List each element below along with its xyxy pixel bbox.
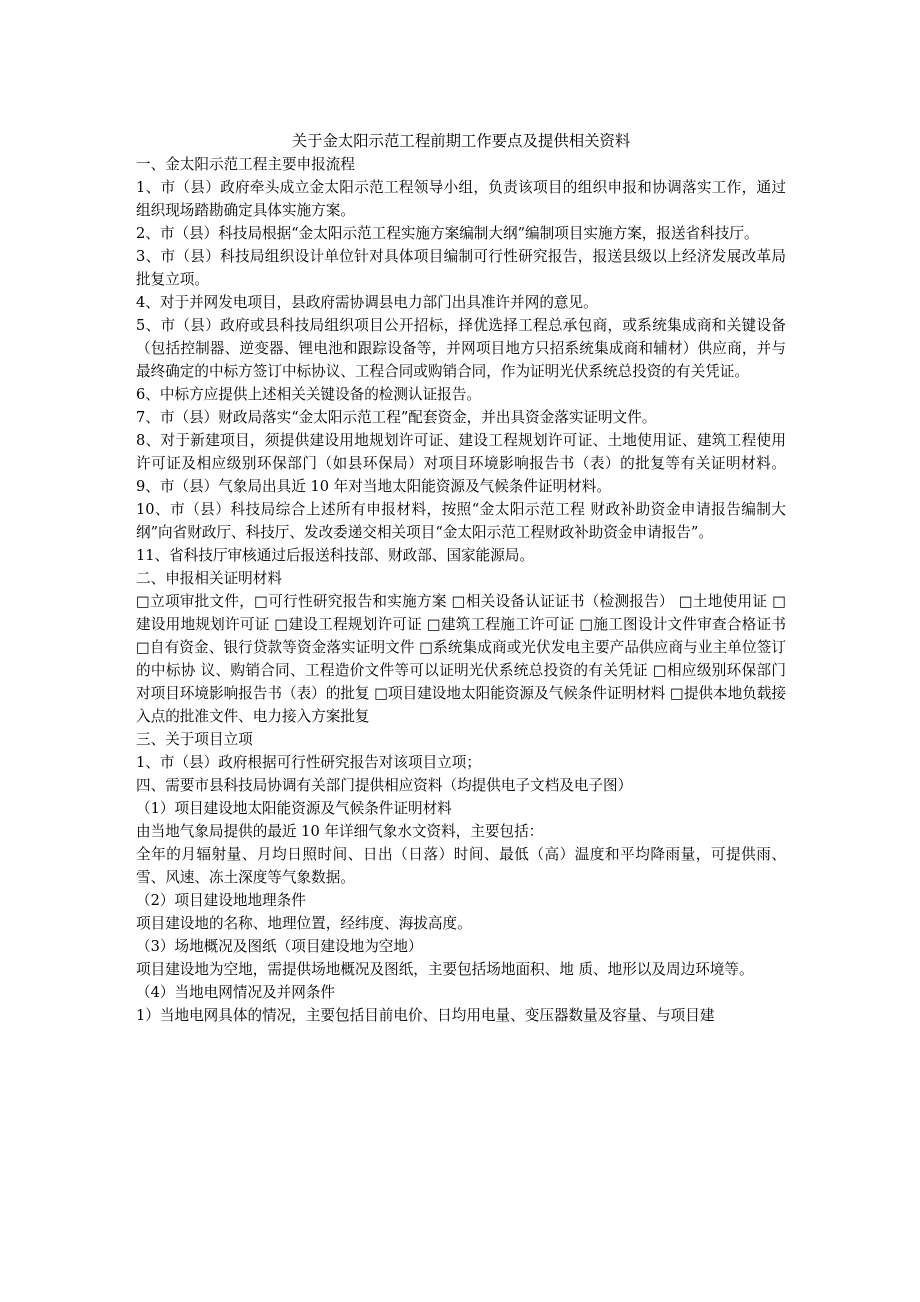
paragraph-step-2: 2、市（县）科技局根据“金太阳示范工程实施方案编制大纲”编制项目实施方案，报送省科技厅。 xyxy=(136,225,759,242)
paragraph-step-7: 7、市（县）财政局落实“金太阳示范工程”配套资金，并出具资金落实证明文件。 xyxy=(136,409,657,426)
document-title: 关于金太阳示范工程前期工作要点及提供相关资料 xyxy=(291,132,631,150)
paragraph-step-11: 11、省科技厅审核通过后报送科技部、财政部、国家能源局。 xyxy=(136,547,535,564)
paragraph-meteorology-details: 全年的月辐射量、月均日照时间、日出（日落）时间、最低（高）温度和平均降雨量，可提供雨、雪、风速、冻土深度等气象数据。 xyxy=(136,846,786,886)
paragraph-step-5: 5、市（县）政府或县科技局组织项目公开招标，择优选择工程总承包商，或系统集成商和关键设备（包括控制器、逆变器、锂电池和跟踪设备等，并网项目地方只招系统集成商和辅材）供应商，并与最终确定的中标方签订中标协议、工程合同或购销合同，作为证明光伏系统总投资的有关凭证。 xyxy=(136,317,786,380)
paragraph-approval-1: 1、市（县）政府根据可行性研究报告对该项目立项； xyxy=(136,754,481,771)
section-heading-3: 三、关于项目立项 xyxy=(136,731,253,748)
section-heading-1: 一、金太阳示范工程主要申报流程 xyxy=(136,156,355,173)
paragraph-site-overview: 项目建设地为空地，需提供场地概况及图纸，主要包括场地面积、地 质、地形以及周边环境等。 xyxy=(136,961,754,978)
section-heading-2: 二、申报相关证明材料 xyxy=(136,570,282,587)
document-body xyxy=(136,130,786,1027)
paragraph-step-4: 4、对于并网发电项目，县政府需协调县电力部门出具准许并网的意见。 xyxy=(136,294,598,311)
section-heading-4: 四、需要市县科技局协调有关部门提供相应资料（均提供电子文档及电子图） xyxy=(136,777,633,794)
paragraph-grid-details: 1）当地电网具体的情况，主要包括目前电价、日均用电量、变压器数量及容量、与项目建 xyxy=(136,1007,715,1024)
paragraph-geography: 项目建设地的名称、地理位置，经纬度、海拔高度。 xyxy=(136,915,472,932)
paragraph-step-8-9: 8、对于新建项目，须提供建设用地规划许可证、建设工程规划许可证、土地使用证、建筑工程使用许可证及相应级别环保部门（如县环保局）对项目环境影响报告书（表）的批复等有关证明材料。 9、市（县）气象局出具近 10 年对当地太阳能资源及气候条件证明材料。 xyxy=(136,432,786,495)
subheading-2: （2）项目建设地地理条件 xyxy=(136,892,306,909)
paragraph-step-10: 10、市（县）科技局综合上述所有申报材料，按照“金太阳示范工程 财政补助资金申请报告编制大纲”向省财政厅、科技厅、发改委递交相关项目“金太阳示范工程财政补助资金申请报告”。 xyxy=(136,501,786,541)
paragraph-meteorology-intro: 由当地气象局提供的最近 10 年详细气象水文资料，主要包括： xyxy=(136,823,544,840)
paragraph-step-1: 1、市（县）政府牵头成立金太阳示范工程领导小组，负责该项目的组织申报和协调落实工作，通过组织现场踏勘确定具体实施方案。 xyxy=(136,179,786,219)
subheading-1: （1）项目建设地太阳能资源及气候条件证明材料 xyxy=(136,800,452,817)
paragraph-materials-checklist: □立项审批文件，□可行性研究报告和实施方案 □相关设备认证证书（检测报告） □土地使用证 □建设用地规划许可证 □建设工程规划许可证 □建筑工程施工许可证 □施工图设计文件审查合格证书 □自有资金、银行贷款等资金落实证明文件 □系统集成商或光伏发电主要产品供应商与业主单位签订的中标协 议、购销合同、工程造价文件等可以证明光伏系统总投资的有关凭证 □相应级别环保部门对项目环境影响报告书（表）的批复 □项目建设地太阳能资源及气候条件证明材料 □提供本地负载接入点的批准文件、电力接入方案批复 xyxy=(136,593,786,725)
paragraph-step-3: 3、市（县）科技局组织设计单位针对具体项目编制可行性研究报告，报送县级以上经济发展改革局批复立项。 xyxy=(136,248,786,288)
subheading-4: （4）当地电网情况及并网条件 xyxy=(136,984,336,1001)
subheading-3: （3）场地概况及图纸（项目建设地为空地） xyxy=(136,938,423,955)
paragraph-step-6: 6、中标方应提供上述相关关键设备的检测认证报告。 xyxy=(136,386,481,403)
